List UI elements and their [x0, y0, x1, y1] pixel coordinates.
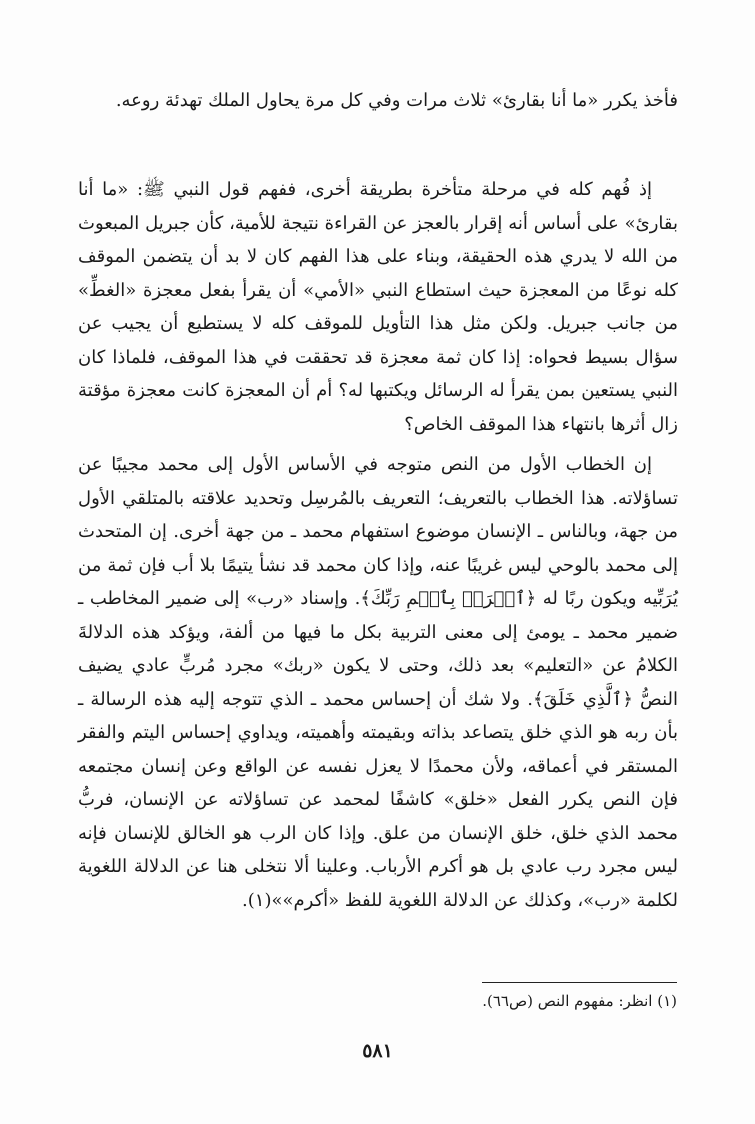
page-number: ٥٨١ — [362, 1040, 393, 1062]
footnote: (١) انظر: مفهوم النص (ص٦٦). — [482, 992, 677, 1010]
paragraph-3: إن الخطاب الأول من النص متوجه في الأساس الأول إلى محمد مجيبًا عن تساؤلاته. هذا الخطاب بالتعريف؛ التعريف بالمُرسِل وتحديد علاقته بالمتلقي الأول من جهة، وبالناس ـ الإنسان موضوع استفهام محمد ـ من جهة أخرى. إن المتحدث إلى محمد بالوحي ليس غريبًا عنه، وإذا كان محمد قد نشأ يتيمًا بلا أب فإن ثمة من يُرَبِّيه ويكون ربًا له ﴿ٱقۡرَأۡ بِٱسۡمِ رَبِّكَ﴾. وإسناد «رب» إلى ضمير المخاطب ـ ضمير محمد ـ يومئ إلى معنى التربية بكل ما فيها من ألفة، ويؤكد هذه الدلالةَ الكلامُ عن «التعليم» بعد ذلك، وحتى لا يكون «ربك» مجرد مُربٍّ عادي يضيف النصُّ ﴿ٱلَّذِي خَلَقَ﴾. ولا شك أن إحساس محمد ـ الذي تتوجه إليه هذه الرسالة ـ بأن ربه هو الذي خلق يتصاعد بذاته وبقيمته وأهميته، ويداوي إحساس اليتم والفقر المستقر في أعماقه، ولأن محمدًا لا يعزل نفسه عن الواقع وعن إنسان مجتمعه فإن النص يكرر الفعل «خلق» كاشفًا لمحمد عن تساؤلاته عن الإنسان، فربُّ محمد الذي خلق، خلق الإنسان من علق. وإذا كان الرب هو الخالق للإنسان فإنه ليس مجرد رب عادي بل هو أكرم الأرباب. وعلينا ألا نتخلى هنا عن الدلالة اللغوية لكلمة «رب»، وكذلك عن الدلالة اللغوية للفظ «أكرم»»(١). — [78, 454, 678, 911]
paragraph-1: فأخذ يكرر «ما أنا بقارئ» ثلاث مرات وفي كل مرة يحاول الملك تهدئة روعه. — [115, 90, 678, 111]
footnote-divider — [482, 982, 677, 983]
paragraph-2: إذ فُهم كله في مرحلة متأخرة بطريقة أخرى، ففهم قول النبي ﷺ: «ما أنا بقارئ» على أساس أنه إقرار بالعجز عن القراءة نتيجة للأمية، كأن جبريل المبعوث من الله لا يدري هذه الحقيقة، وبناء على هذا الفهم كان لا بد أن يتضمن الموقف كله نوعًا من المعجزة حيث استطاع النبي «الأمي» أن يقرأ بفعل معجزة «الغطِّ» من جانب جبريل. ولكن مثل هذا التأويل للموقف كله لا يستطيع أن يجيب عن سؤال بسيط فحواه: إذا كان ثمة معجزة قد تحققت في هذا الموقف، فلماذا كان النبي يستعين بمن يقرأ له الرسائل ويكتبها له؟ أم أن المعجزة كانت معجزة مؤقتة زال أثرها بانتهاء هذا الموقف الخاص؟ — [78, 179, 678, 435]
